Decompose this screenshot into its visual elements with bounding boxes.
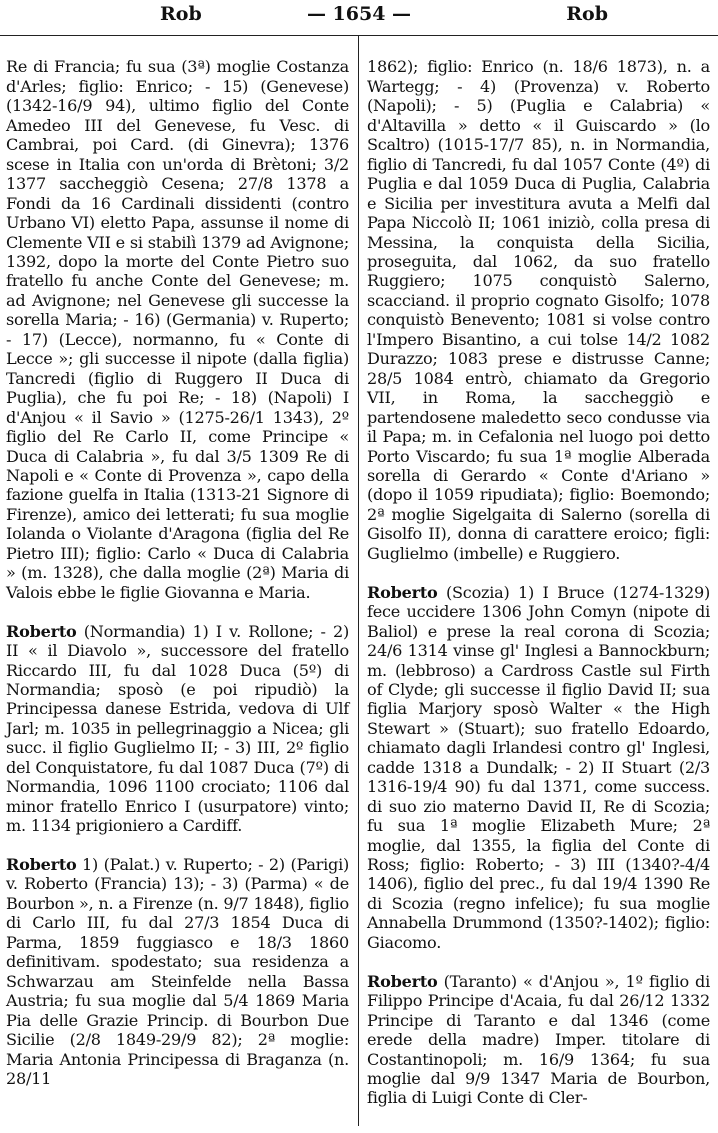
entry-text: 1) (Palat.) v. Ruperto; - 2) (Parigi) v. Roberto (Francia) 13); - 3) (Parma) « de Bourbon », n. a Firenze (n. 9/7 1848), figlio di Carlo III, fu dal 27/3 1854 Duca di Parma, 1859 fuggiasco e 18/3 1860 definitivam. spodestato; sua residenza a Schwarzau am Steinfelde nella Bassa Austria; fu sua moglie dal 5/4 1869 Maria Pia delle Grazie Princip. di Bourbon Due Sicilie (2/8 1849-29/9 82); 2ª moglie: Maria Antonia Principessa di Braganza (n. 28/11 (6, 855, 349, 1089)
header-guide-word-right: Rob (566, 3, 608, 25)
left-column (6, 38, 349, 1108)
column-divider (358, 36, 359, 1126)
entry-text: (Taranto) « d'Anjou », 1º figlio di Filippo Principe d'Acaia, fu dal 26/12 1332 Principe di Taranto e dal 1346 (come erede della madre) Imper. titolare di Costantinopoli; m. 16/9 1364; fu sua moglie dal 9/9 1347 Maria de Bourbon, figlia di Luigi Conte di Cler- (367, 971, 710, 1108)
entry-roberto-taranto (367, 972, 710, 1108)
running-header (0, 0, 718, 36)
headword: Roberto (367, 971, 438, 991)
page-number: — 1654 — (306, 3, 412, 25)
right-column (367, 38, 710, 1127)
headword: Roberto (6, 621, 77, 641)
entry-roberto-palat (6, 855, 349, 1088)
headword: Roberto (367, 582, 438, 602)
entry-text: (Scozia) 1) I Bruce (1274-1329) fece uccidere 1306 John Comyn (nipote di Baliol) e prese la real corona di Scozia; 24/6 1314 vinse gl' Inglesi a Bannockburn; m. (lebbroso) a Cardross Castle sul Firth of Clyde; gli successe il figlio David II; sua figlia Marjory sposò Walter « the High Stewart » (Stuart); suo fratello Edoardo, chiamato dagli Irlandesi contro gl' Inglesi, cadde 1318 a Dundalk; - 2) II Stuart (2/3 1316-19/4 90) fu dal 1371, come success. di suo zio materno David II, Re di Scozia; fu sua 1ª moglie Elizabeth Mure; 2ª moglie, dal 1355, la figlia del Conte di Ross; figlio: Roberto; - 3) III (1340?-4/4 1406), figlio del prec., fu dal 19/4 1390 Re di Scozia (regno infelice); fu sua moglie Annabella Drummond (1350?-1402); figlio: Giacomo. (367, 582, 710, 952)
header-guide-word-left: Rob (160, 3, 202, 25)
entry-roberto-normandia (6, 622, 349, 836)
headword: Roberto (6, 855, 77, 875)
entry-text: (Normandia) 1) I v. Rollone; - 2) II « il Diavolo », successore del fratello Riccardo III, fu dal 1028 Duca (5º) di Normandia; sposò (e poi ripudiò) la Principessa danese Estrida, vedova di Ulf Jarl; m. 1035 in pellegrinaggio a Nicea; gli succ. il figlio Guglielmo II; - 3) III, 2º figlio del Conquistatore, fu dal 1087 Duca (7º) di Normandia, 1096 1100 crociato; 1106 dal minor fratello Enrico I (usurpatore) vinto; m. 1134 prigioniero a Cardiff. (6, 621, 349, 836)
entry-roberto-parma-continuation: 1862); figlio: Enrico (n. 18/6 1873), n. a Wartegg; - 4) (Provenza) v. Roberto (Napoli); - 5) (Puglia e Calabria) « d'Altavilla » detto « il Guiscardo » (lo Scaltro) (1015-17/7 85), n. in Normandia, figlio di Tancredi, fu dal 1057 Conte (4º) di Puglia e dal 1059 Duca di Puglia, Calabria e Sicilia per investitura avuta a Melfi dal Papa Niccolò II; 1061 iniziò, colla presa di Messina, la conquista della Sicilia, proseguita, dal 1062, da suo fratello Ruggiero; 1075 conquistò Salerno, scacciand. il proprio cognato Gisolfo; 1078 conquistò Benevento; 1081 si volse contro l'Impero Bisantino, a cui tolse 14/2 1082 Durazzo; 1083 prese e distrusse Canne; 28/5 1084 entrò, chiamato da Gregorio VII, in Roma, la saccheggiò e partendosene maledetto seco condusse via il Papa; m. in Cefalonia nel luogo poi detto Porto Viscardo; fu sua 1ª moglie Alberada sorella di Gerardo « Conte d'Ariano » (dopo il 1059 ripudiata); figlio: Boemondo; 2ª moglie Sigelgaita di Salerno (sorella di Gisolfo II), donna di carattere eroico; figli: Guglielmo (imbelle) e Ruggiero. (367, 57, 710, 563)
entry-roberto-scozia (367, 583, 710, 953)
entry-roberto-genevese-continuation: Re di Francia; fu sua (3ª) moglie Costanza d'Arles; figlio: Enrico; - 15) (Genevese) (1342-16/9 94), ultimo figlio del Conte Amedeo III del Genevese, fu Vesc. di Cambrai, poi Card. (di Ginevra); 1376 scese in Italia con un'orda di Brètoni; 3/2 1377 saccheggiò Cesena; 27/8 1378 a Fondi da 16 Cardinali dissidenti (contro Urbano VI) eletto Papa, assunse il nome di Clemente VII e si stabilì 1379 ad Avignone; 1392, dopo la morte del Conte Pietro suo fratello fu anche Conte del Genevese; m. ad Avignone; nel Genevese gli successe la sorella Maria; - 16) (Germania) v. Ruperto; - 17) (Lecce), normanno, fu « Conte di Lecce »; gli successe il nipote (dalla figlia) Tancredi (figlio di Ruggero II Duca di Puglia), che fu poi Re; - 18) (Napoli) I d'Anjou « il Savio » (1275-26/1 1343), 2º figlio del Re Carlo II, come Principe « Duca di Calabria », fu dal 3/5 1309 Re di Napoli e « Conte di Provenza », capo della fazione guelfa in Italia (1313-21 Signore di Firenze), amico dei letterati; fu sua moglie Iolanda o Violante d'Aragona (figlia del Re Pietro III); figlio: Carlo « Duca di Calabria » (m. 1328), che dalla moglie (2ª) Maria di Valois ebbe le figlie Giovanna e Maria. (6, 57, 349, 602)
